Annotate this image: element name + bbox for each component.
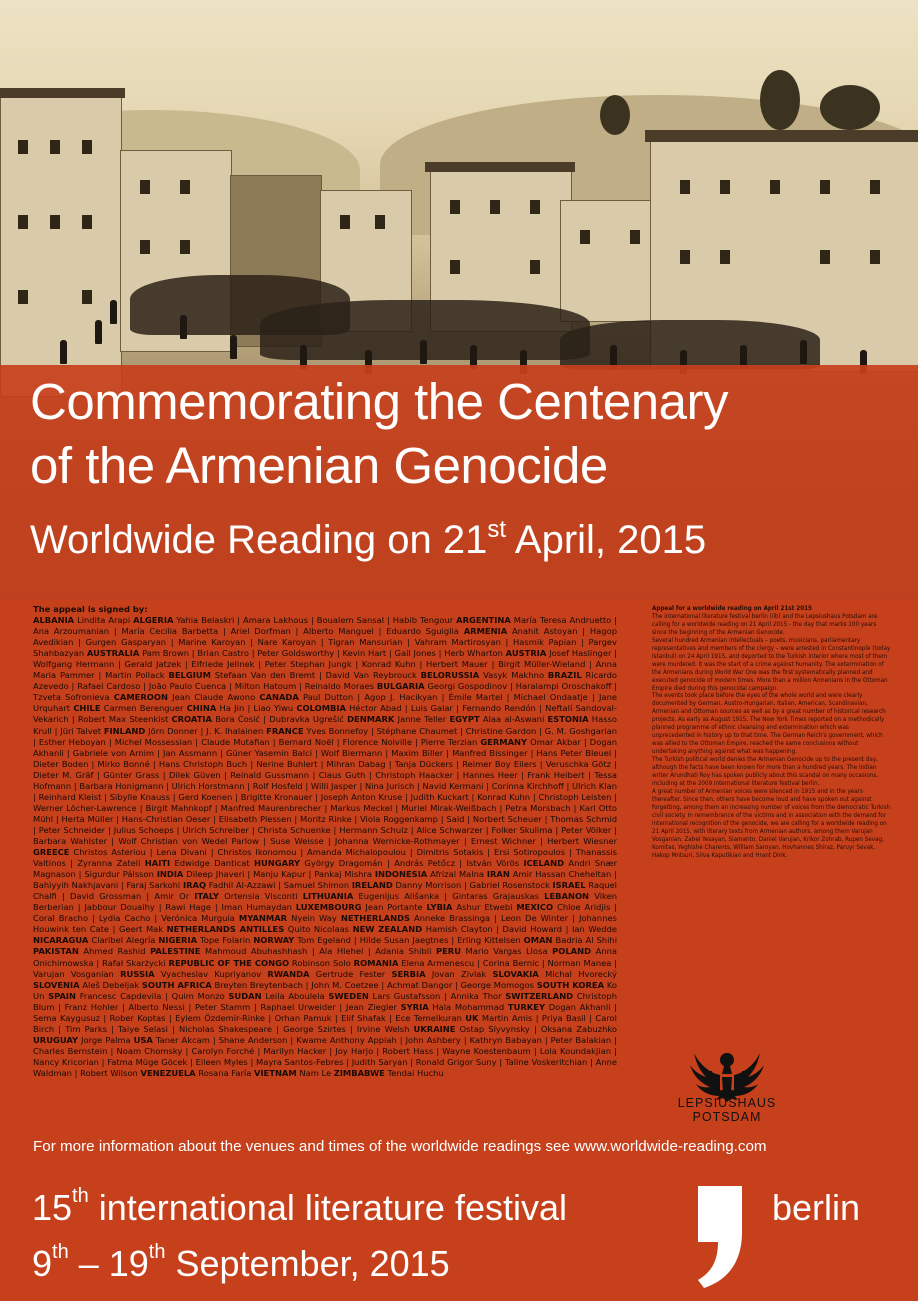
signatory-names: Paul Dutton | Agop J. Hacikyan | Émile Martel | Michael Ondaatje | Jane Urquhart [33, 692, 617, 714]
signatory-names: Taner Akcam | Shane Anderson | Kwame Anthony Appiah | John Ashbery | Kathryn Babayan | Peter Balakian | Charles Bernstein | Noam Chomsky | Carolyn Forché | Marilyn Hacker | Joy Harjo | Robert Hass | Wayne Koestenbaum | Lola Koundakjian | Nancy Kricorian | Fatma Müge Göcek | Eileen Myles | Mayra Santos-Febres | Judith Saryan | Ronald Grigor Suny | Taline Voskeritchian | Anne Waldman | Robert Wilson [33, 1034, 617, 1078]
signatory-country: AUSTRIA [505, 648, 547, 659]
signatory-country: ALGERIA [133, 615, 174, 626]
signatory-country: REPUBLIC OF THE CONGO [168, 957, 290, 968]
signatories-heading: The appeal is signed by: [33, 604, 148, 614]
signatory-country: ALBANIA [33, 615, 75, 626]
signatory-country: SYRIA [400, 1001, 429, 1012]
signatory-country: BELGIUM [168, 670, 211, 681]
signatory-names: Michal Hvorecký [538, 968, 617, 979]
signatory-country: FRANCE [266, 725, 304, 736]
signatory-country: USA [133, 1034, 153, 1045]
signatory-names: Alaa al-Aswani [479, 714, 548, 725]
appeal-paragraph: The international literature festival berlin (ilb) and the Lepsiushaus Potsdam are calling for a worldwide reading on 21 April 2015 - the day that marks 100 years since the beginning of the Armenian Genocide. [652, 612, 878, 636]
signatory-entry [427, 902, 517, 912]
subtitle-main: Worldwide Reading on 21 [30, 518, 488, 562]
signatory-names: Breyten Breytenbach | John M. Coetzee | Achmat Dangor | George Momogos [211, 979, 537, 990]
signatory-country: SWEDEN [328, 990, 369, 1001]
signatory-country: LUXEMBOURG [295, 902, 362, 913]
signatory-country: SOUTH KOREA [536, 979, 605, 990]
signatory-names: Robinson Solo [289, 957, 354, 968]
signatory-names: Christos Asteriou | Lena Divani | Christos Ikonomou | Amanda Michalopoulou | Dimitris Sotakis | Ersi Sotiropoulos | Thanassis Valtinos | Zyranna Zateli [33, 847, 617, 869]
signatory-names: Afrizal Malna [427, 869, 487, 880]
signatory-country: HUNGARY [254, 858, 301, 869]
signatory-country: UK [465, 1012, 479, 1023]
signatory-names: Mahmoud Abuhashhash | Ala Hlehel | Adania Shibli [200, 946, 436, 957]
signatory-entry [239, 913, 341, 923]
signatory-names: María Teresa Andruetto | Ana Arzoumanian | María Cecilia Barbetta | Ariel Dorfman | Alberto Manguel | Eduardo Sguiglia [33, 615, 617, 637]
signatory-entry [171, 714, 347, 724]
festival-date-mid: – 19 [68, 1243, 149, 1284]
signatory-entry [145, 858, 254, 868]
signatory-names: Jorge Palma [78, 1034, 134, 1045]
signatory-country: INDIA [156, 869, 184, 880]
signatory-entry [375, 869, 487, 879]
signatory-entry [303, 891, 544, 901]
signatory-country: IRELAND [351, 880, 393, 891]
signatory-names: Josef Haslinger | Wolfgang Hermann | Gerald Jatzek | Elfriede Jelinek | Peter Stephan Jungk | Konrad Kuhn | Herbert Mauer | Birgit Müller-Wieland | Anna Maria Pammer | Martin Pollack [33, 648, 617, 681]
signatory-names: Hamish Clayton | David Howard | Ian Wedde [422, 924, 617, 935]
signatory-entry [168, 670, 420, 680]
signatory-names: Fadhil Al-Azzawi | Samuel Shimon [206, 880, 352, 891]
signatory-names: Georgi Gospodinov | Haralampi Oroschakoff | Tzveta Sofronieva [33, 681, 617, 703]
more-info-text: For more information about the venues and times of the worldwide readings see www.worldwide-reading.com [33, 1138, 767, 1155]
signatory-country: NETHERLANDS ANTILLES [166, 924, 285, 935]
signatory-names: Andri Snær Magnason | Sigurdur Pálsson [33, 858, 617, 880]
signatory-entry [142, 980, 537, 990]
signatory-names: Tope Folarin [197, 935, 254, 946]
signatory-names: Aleš Debeljak [79, 979, 142, 990]
signatory-country: NEW ZEALAND [352, 924, 423, 935]
signatory-entry [169, 958, 354, 968]
appeal-heading: Appeal for a worldwide reading on April 21st 2015 [652, 605, 812, 612]
festival-date-start-sup: th [52, 1241, 69, 1263]
signatory-names: Martin Amis | Priya Basil | Carol Birch | Tim Parks | Taiye Selasi | Nicholas Shakespeare | George Szirtes | Irvine Welsh [33, 1012, 617, 1034]
appeal-paragraph: Several hundred Armenian intellectuals – poets, musicians, parliamentary representatives and members of the clergy – were arrested in Constantinople (today Istanbul) on 24 April 1915, and deported to the Turkish interior where most of them were murdered. It was the start of a crime against humanity. The extermination of the Armenians during World War One was the first systematically planned and executed genocide of modern times. More than a million Armenians in the Ottoman Empire died during this genocidal campaign. [652, 636, 891, 692]
signatory-names: Christoph Blum | Franz Hohler | Alberto Nessi | Peter Stamm | Raphael Urweider | Jean Ziegler [33, 990, 617, 1012]
signatory-entry [48, 991, 228, 1001]
signatory-country: IRAN [486, 869, 510, 880]
signatory-country: LITHUANIA [302, 891, 354, 902]
signatory-names: Hala Mohammad [428, 1001, 508, 1012]
signatory-entry [436, 946, 552, 956]
signatory-entry [254, 858, 523, 868]
signatory-country: SPAIN [48, 990, 76, 1001]
signatories-list [33, 604, 617, 1144]
signatory-country: BELORUSSIA [420, 670, 480, 681]
signatory-country: CHINA [186, 703, 217, 714]
signatory-country: ITALY [194, 891, 219, 902]
signatory-names: Jovan Zivlak [425, 968, 493, 979]
signatory-country: LYBIA [426, 902, 453, 913]
signatory-entry [104, 726, 266, 736]
festival-edition: 15 [32, 1187, 73, 1228]
signatory-country: SOUTH AFRICA [141, 979, 212, 990]
signatory-names: Quito Nicolaas [284, 924, 353, 935]
signatory-names: Eugenijus Ališanka | Gintaras Grajauskas [353, 891, 545, 902]
signatory-country: MEXICO [516, 902, 554, 913]
signatory-names: Mario Vargas Llosa [460, 946, 553, 957]
signatory-names: György Dragomán | András Petőcz | István Vörös [300, 858, 524, 869]
signatory-entry [133, 615, 456, 625]
signatory-names: Leila Aboulela [261, 990, 329, 1001]
festival-comma-logo-icon [690, 1180, 750, 1290]
signatory-country: PERU [435, 946, 461, 957]
signatory-names: Yahia Belaskri | Amara Lakhous | Boualem Sansal | Habib Tengour [173, 615, 457, 626]
signatory-country: ROMANIA [353, 957, 399, 968]
signatory-country: BULGARIA [376, 681, 425, 692]
signatory-country: UKRAINE [413, 1023, 456, 1034]
signatory-names: Ricardo Azevedo | Rafael Cardoso | João Paulo Cuenca | Milton Hatoum | Reinaldo Moraes [33, 670, 617, 692]
signatory-names: Lindita Arapi [74, 615, 134, 626]
festival-date-end-sup: th [148, 1241, 166, 1263]
signatory-country: CANADA [259, 692, 299, 703]
signatory-entry [157, 869, 375, 879]
signatory-names: Omar Akbar | Dogan Akhanli | Gabriele von Arnim | Jan Assmann | Güner Yasemin Balci | Wolf Biermann | Maxim Biller | Manfred Bissinger | Hans Peter Bleuel | Dieter Boden | Mirko Bonné | Hans Christoph Buch | Nerine Buhlert | Mihran Dabag | Tanja Dückers | Reimer Boy Eilers | Veruschka Götz | Dieter M. Gräf | Günter Grass | Dilek Güven | Reinald Gussmann | Claus Guth | Christoph Haacker | Hannes Heer | Frank Heibert | Tessa Hofmann | Barbara Honigmann | Ulrich Horstmann | Rolf Hosfeld | Willi Jasper | Nina Jurisch | Navid Kermani | Corinna Kirchhoff | Ulrich Klan | Reinhard Kleist | Sibylle Knauss | Gerd Koenen | Brigitte Kronauer | Joseph Anton Kruse | Judith Kuckart | Konrad Kuhn | Christoph Leisten | Werner Löcher-Lawrence | Birgit Mahnkopf | Manfred Maurenbrecher | Markus Meckel | Muriel Mirak-Weißbach | Petra Morsbach | Karl Otto Mühl | Herta Müller | Hans-Christian Oeser | Elisabeth Plessen | Moritz Rinke | Viola Roggenkamp | Said | Norbert Scheuer | Thomas Schmid | Peter Schneider | Julius Schoeps | Ulrich Schreiber | Christa Schuenke | Hermann Schulz | Alice Schwarzer | Folker Skulima | Peter Völker | Barbara Wahlster | Wolf Christian von Wedel Parlow | Suse Weisse | Johanna Wernicke-Rothmayer | Ernest Wichner | Herbert Wiesner [33, 736, 617, 846]
signatory-country: DENMARK [347, 714, 395, 725]
signatory-country: INDONESIA [374, 869, 428, 880]
signatory-names: Stefaan Van den Bremt | David Van Reybrouck [210, 670, 421, 681]
signatory-names: Lars Gustafsson | Annika Thor [368, 990, 506, 1001]
signatory-country: URUGUAY [33, 1034, 79, 1045]
signatory-country: HAITI [144, 858, 171, 869]
signatory-country: ZIMBABWE [333, 1067, 385, 1078]
logo-line-1: LEPSIUSHAUS [677, 1096, 777, 1110]
signatory-country: NICARAGUA [33, 935, 89, 946]
signatory-entry [183, 880, 352, 890]
signatory-country: AUSTRALIA [86, 648, 140, 659]
festival-city: berlin [772, 1187, 861, 1228]
signatory-names: Vyacheslav Kupriyanov [154, 968, 268, 979]
signatory-entry [33, 737, 617, 846]
signatory-country: OMAN [523, 935, 553, 946]
signatory-names: Jean Portante [361, 902, 427, 913]
signatory-names: Ahmed Rashid [78, 946, 151, 957]
subtitle-end: April, 2015 [506, 518, 707, 562]
signatory-entry [150, 946, 436, 956]
signatory-country: COLOMBIA [296, 703, 346, 714]
signatory-country: VENEZUELA [140, 1067, 196, 1078]
signatory-country: SUDAN [228, 990, 262, 1001]
signatory-country: ICELAND [523, 858, 565, 869]
signatory-entry [120, 969, 267, 979]
signatory-entry [414, 1024, 617, 1034]
subtitle-sup: st [487, 516, 506, 543]
signatory-entry [296, 902, 427, 912]
signatory-country: ISRAEL [552, 880, 586, 891]
signatory-names: Pam Brown | Brian Castro | Peter Goldsworthy | Kevin Hart | Gail Jones | Herb Wharton [139, 648, 506, 659]
signatory-names: Ashur Etwebi [452, 902, 517, 913]
signatory-country: VIETNAM [254, 1067, 297, 1078]
signatory-country: LEBANON [544, 891, 590, 902]
signatory-country: GERMANY [480, 736, 528, 747]
signatory-entry [167, 924, 353, 934]
signatory-names: Francesc Capdevila | Quim Monzo [76, 990, 229, 1001]
signatory-names: Rosana Faría [195, 1067, 254, 1078]
signatory-entry [33, 946, 150, 956]
appeal-text [652, 605, 892, 1065]
signatory-names: Viken Berberian | Jabbour Douaihy | Rawi Hage | Iman Humaydan [33, 891, 617, 913]
signatory-names: Danny Morrison | Gabriel Rosenstock [392, 880, 553, 891]
signatory-names: Jean Claude Awono [167, 692, 260, 703]
signatory-entry [253, 935, 523, 945]
signatory-country: GREECE [33, 847, 70, 858]
signatory-country: PALESTINE [150, 946, 201, 957]
signatory-country: MYANMAR [238, 913, 288, 924]
signatory-entry [401, 1002, 508, 1012]
signatory-names: Jörn Donner | J. K. Ihalainen [145, 725, 267, 736]
signatory-country: FINLAND [103, 725, 146, 736]
signatory-country: EGYPT [449, 714, 480, 725]
signatory-names: Carmen Berenguer [100, 703, 187, 714]
appeal-paragraph: A great number of Armenian voices were silenced in 1915 and in the years thereafter. Since then, others have become loud and have spoken out against forgetting, among them an increasing number of voices from the democratic Turkish civil society. In remembrance of the victims and in association with the demand for international recognition of the genocide, we are calling for a worldwide reading on 21 April 2015, with literary texts from Armenian authors, among them Varujan Vosganian, Zabel Yesayan, Siamanto, Daniel Varujan, Krikor Zohrab, Rupen Sevag, Komitas, Yeghishe Charents, William Saroyan, Hovhannes Shiraz, Paruyr Sevak, Hakop Mntsuri, Silva Kaputikian and Hrant Dink. [652, 787, 891, 859]
signatory-country: NORWAY [253, 935, 295, 946]
signatory-names: Nam Le [296, 1067, 334, 1078]
signatory-names: Amir Hassan Cheheltan | Bahiyyih Nakhjavani | Faraj Sarkohi [33, 869, 617, 891]
signatory-entry [421, 670, 548, 680]
signatory-names: Dileep Jhaveri | Manju Kapur | Pankaj Mishra [183, 869, 375, 880]
signatory-country: SLOVENIA [33, 979, 80, 990]
signatory-entry [141, 1068, 255, 1078]
signatory-country: SLOVAKIA [492, 968, 539, 979]
subtitle [30, 518, 706, 563]
signatory-names: Tendai Huchu [384, 1067, 444, 1078]
signatory-country: PAKISTAN [33, 946, 79, 957]
signatory-entry [254, 1068, 334, 1078]
signatory-entry [158, 935, 253, 945]
signatories-body [33, 615, 617, 1078]
signatory-entry [228, 991, 328, 1001]
signatory-country: CROATIA [171, 714, 212, 725]
signatory-entry [391, 969, 492, 979]
signatory-names: Elena Armenescu | Corina Bernic | Norman Manea | Varujan Vosganian [33, 957, 617, 979]
signatory-names: Dogan Akhanli | Sema Kaygusuz | Rober Koptas | Eylem Özdemir-Rinke | Orhan Pamuk | Elif Shafak | Ece Temelkuran [33, 1001, 617, 1023]
signatory-entry [524, 935, 617, 945]
festival-dates [32, 1243, 450, 1285]
signatory-entry [194, 891, 302, 901]
signatory-names: Chloe Aridjis | Coral Bracho | Lydia Cacho | Verónica Murguía [33, 902, 617, 924]
signatory-country: CAMEROON [113, 692, 168, 703]
signatory-names: Ko Un [33, 979, 617, 1001]
signatory-names: Edwidge Danticat [170, 858, 255, 869]
signatory-country: ESTONIA [547, 714, 589, 725]
festival-edition-sup: th [72, 1185, 89, 1207]
signatory-entry [187, 703, 297, 713]
signatory-names: Ha Jin | Liao Yiwu [216, 703, 297, 714]
signatory-country: IRAQ [182, 880, 207, 891]
signatory-entry [334, 1068, 444, 1078]
signatory-names: Vasyk Makhno [479, 670, 548, 681]
signatory-names: Ostap Slyvynsky | Oksana Zabuzhko [455, 1023, 617, 1034]
festival-line-1 [32, 1187, 567, 1229]
signatory-country: BRAZIL [547, 670, 582, 681]
signatory-names: Hasso Krull | Jüri Talvet [33, 714, 617, 736]
signatory-names: Ortensia Visconti [218, 891, 303, 902]
signatory-country: SERBIA [391, 968, 426, 979]
appeal-paragraph: The events took place before the eyes of the whole world and were clearly documented by German, Austro-Hungarian, Italian, American, Scandinavian, Armenian and Ottoman sources as well as by a great number of historical research projects. As early as August 1915, The New York Times reported on a methodically planned programme of ethnic cleansing and extermination which was unprecedented in history up to that time. The German Reich's government, which was allied to the Ottoman Empire, reached the same conclusions without undertaking anything against what was happening. [652, 692, 886, 756]
signatory-entry [114, 692, 260, 702]
signatory-entry [33, 1035, 134, 1045]
signatory-entry [87, 648, 506, 658]
signatory-names: Badria Al Shihi [552, 935, 617, 946]
logo-line-2: POTSDAM [692, 1110, 762, 1124]
festival-date-rest: September, 2015 [165, 1243, 450, 1284]
signatory-country: SWITZERLAND [505, 990, 574, 1001]
signatory-names: Gertrude Fester [309, 968, 392, 979]
festival-date-start: 9 [32, 1243, 53, 1284]
signatory-names: Janne Teller [394, 714, 450, 725]
signatory-names: Nyein Way [287, 913, 341, 924]
signatory-names: Raquel Chalfi | David Grossman | Amir Or [33, 880, 617, 902]
logo-wordmark [672, 1096, 782, 1124]
signatory-names: Bora Ćosić | Dubravka Ugrešić [211, 714, 348, 725]
signatory-names: Anneke Brassinga | Leon De Winter | Johannes Houwink ten Cate | Geert Mak [33, 913, 617, 935]
signatory-country: NIGERIA [158, 935, 198, 946]
festival-name: international literature festival [88, 1187, 567, 1228]
signatory-country: RWANDA [267, 968, 310, 979]
signatory-entry [33, 935, 158, 945]
signatory-entry [353, 924, 617, 934]
title-line-2: of the Armenian Genocide [30, 437, 608, 494]
signatory-country: TURKEY [507, 1001, 546, 1012]
signatory-country: ARMENIA [463, 626, 508, 637]
signatory-country: ARGENTINA [456, 615, 511, 626]
signatory-entry [33, 615, 133, 625]
signatory-country: POLAND [552, 946, 592, 957]
signatory-names: Héctor Abad | Luis Galar | Fernando Rendón | Neftalí Sandoval-Vekarich | Robert Max Steenkist [33, 703, 617, 725]
signatory-entry [33, 980, 142, 990]
signatory-entry [449, 714, 547, 724]
appeal-paragraph: The Turkish political world denies the Armenian Genocide up to the present day, although the facts have been known for more than a hundred years. The Indian writer Arundhati Roy has spoken publicly about this scandal on many occasions, including at the 2009 international literature festival berlin. [652, 756, 879, 787]
signatory-names: Anahit Astoyan | Hagop Avedikian | Gurgen Gasparyan | Marine Karoyan | Nare Karoyan | Tigran Mansurian | Vahram Martirosyan | Hasmik Papian | Pargev Shahbazyan [33, 626, 617, 659]
signatory-names: Anna Onichimowska | Rafał Skarżycki [33, 946, 617, 968]
signatory-country: NETHERLANDS [340, 913, 411, 924]
signatory-entry [73, 703, 186, 713]
title-line-1: Commemorating the Centenary [30, 373, 728, 430]
signatory-entry [328, 991, 505, 1001]
signatory-names: Yves Bonnefoy | Stéphane Chaumet | Christine Gardon | G. M. Goshgarian | Esther Heboyan | Michel Mossessian | Claude Mutafian | Bernard Noël | Florence Noiville | Pierre Terzian [33, 725, 617, 747]
signatory-country: CHILE [73, 703, 101, 714]
signatory-names: Claribel Alegría [88, 935, 159, 946]
signatory-entry [347, 714, 449, 724]
signatory-entry [267, 969, 391, 979]
signatory-names: Tom Egeland | Hilde Susan Jaegtnes | Erling Kittelsen [294, 935, 524, 946]
signatory-entry [493, 969, 617, 979]
signatory-country: RUSSIA [120, 968, 155, 979]
signatory-entry [352, 880, 553, 890]
